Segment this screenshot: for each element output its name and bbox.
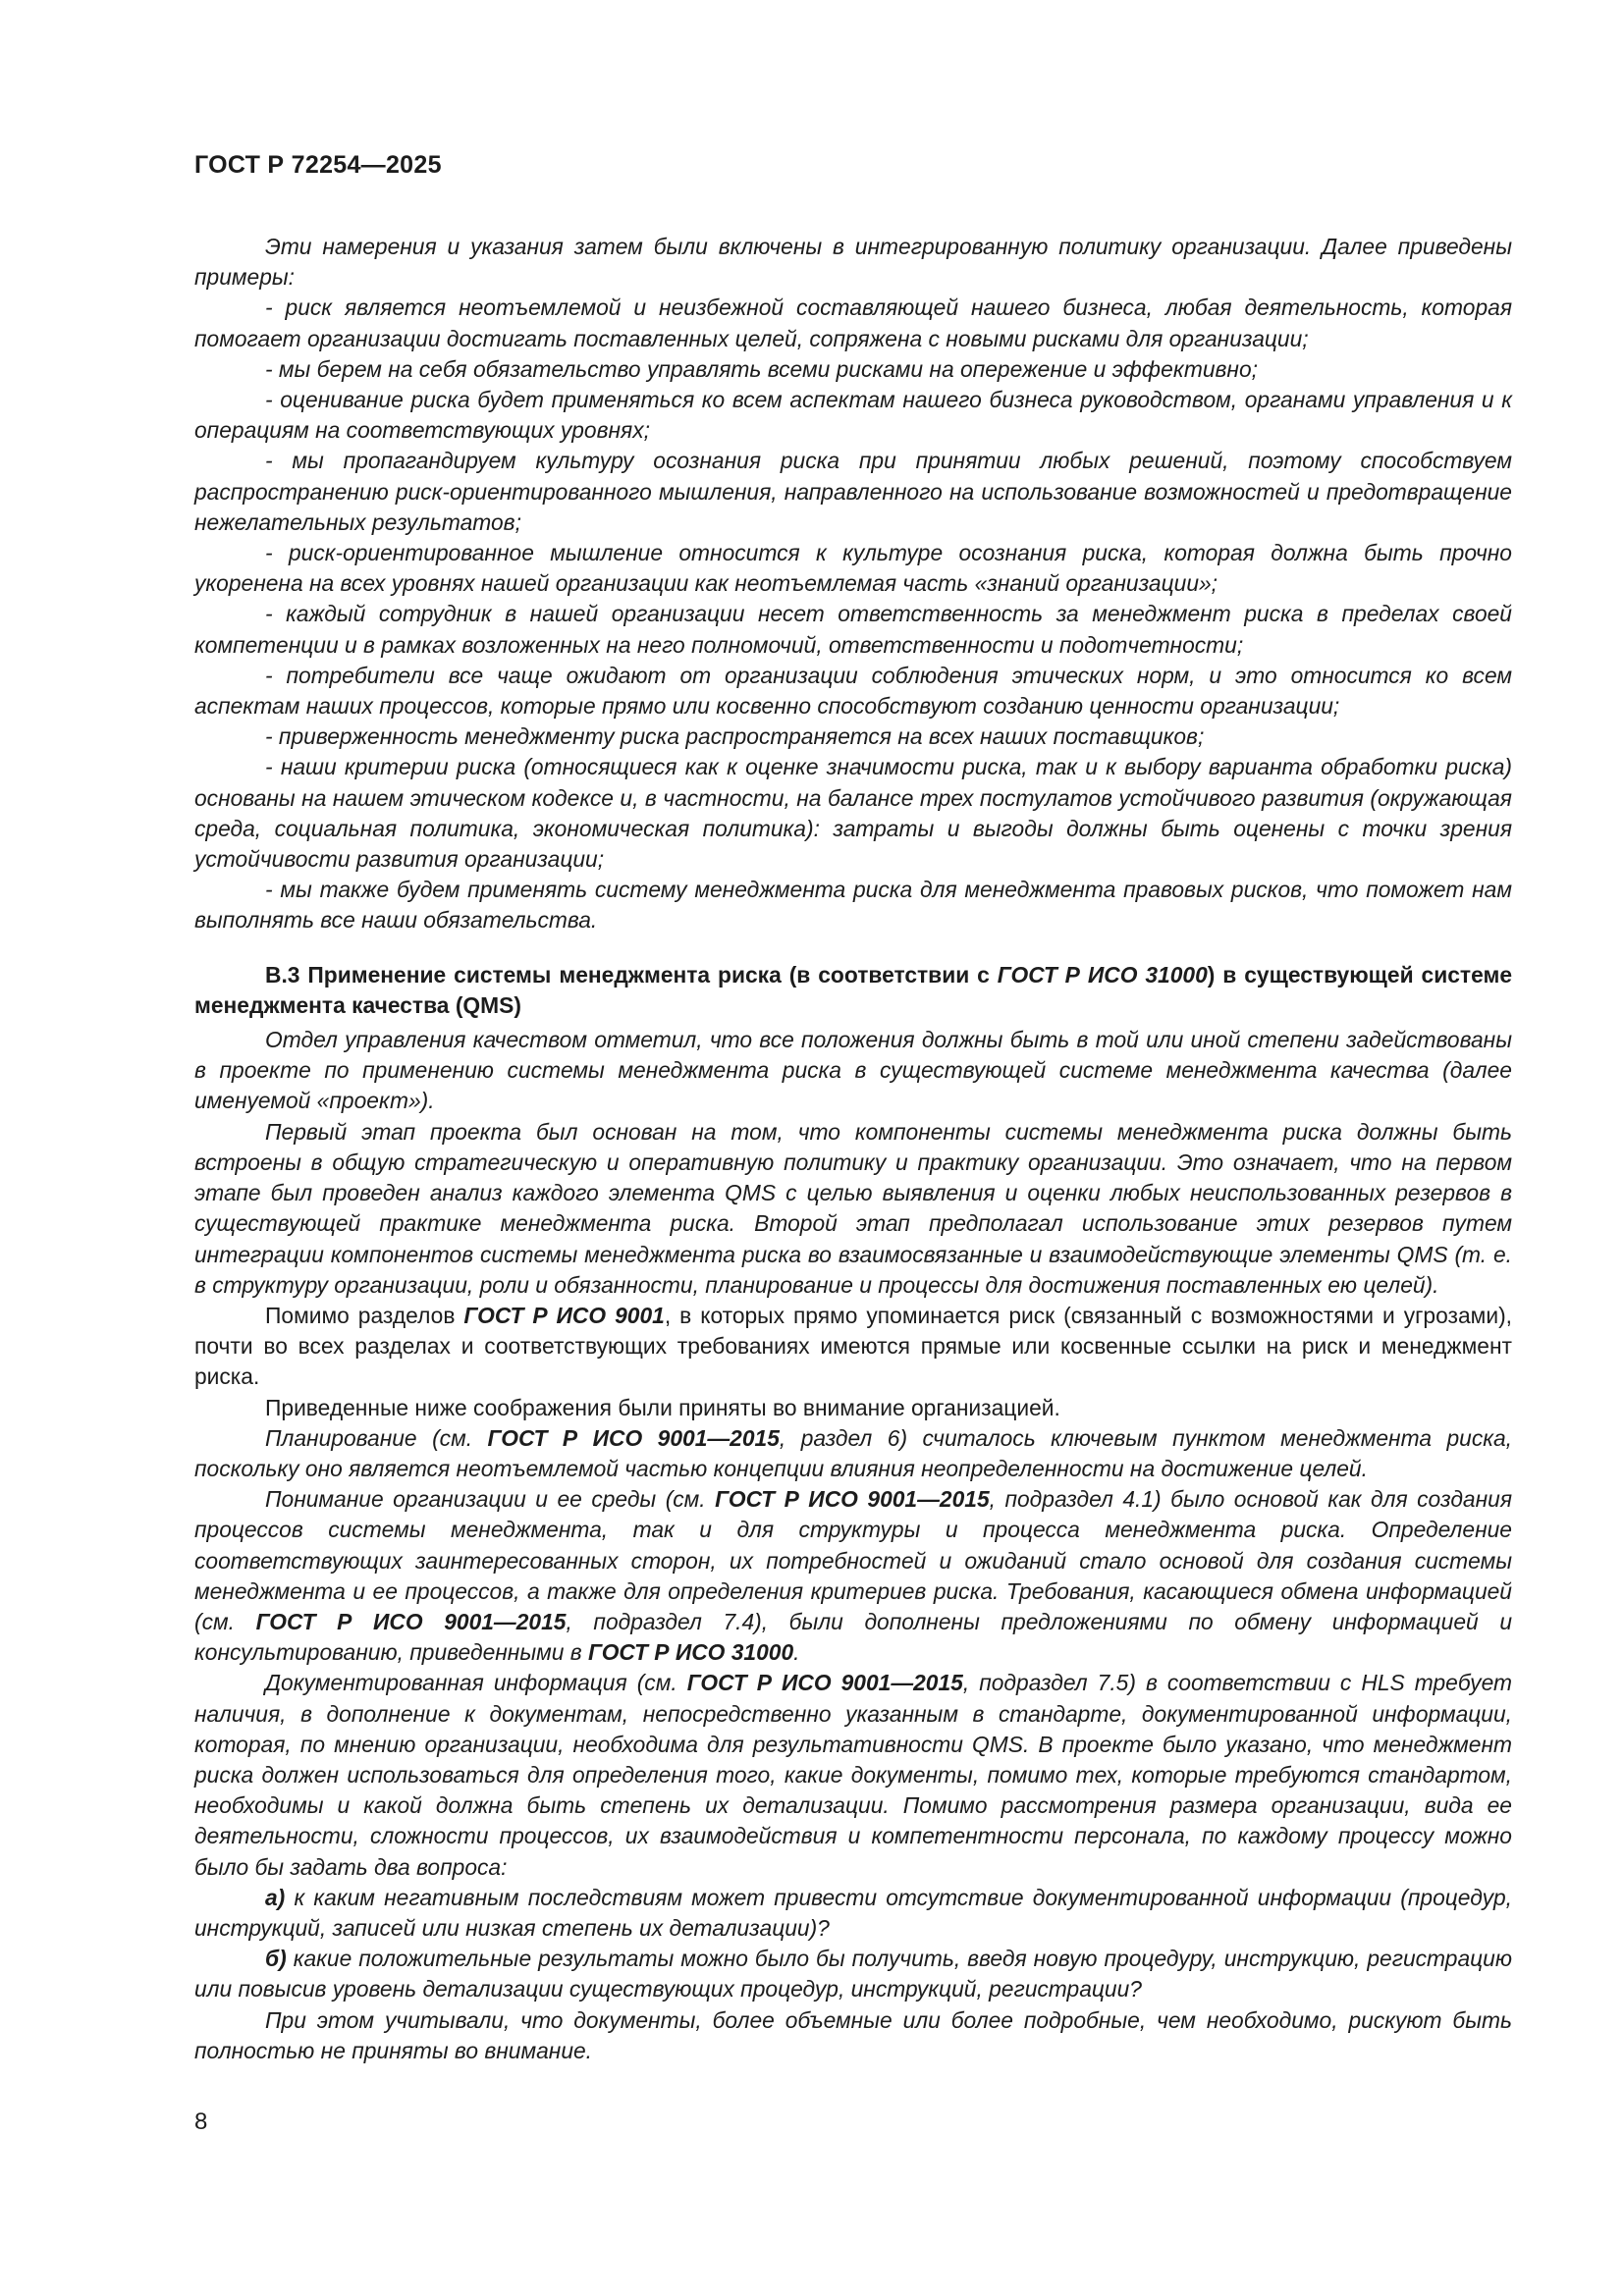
list-label: а) [265, 1884, 286, 1910]
paragraph: Отдел управления качеством отметил, что все положения должны быть в той или иной степени задействованы в проекте по применению системы менеджмента риска в существующей системе менеджмента качества (далее именуемой «проект»). [194, 1027, 1512, 1114]
standard-reference: ГОСТ Р ИСО 9001—2015 [487, 1424, 780, 1451]
list-item: - мы берем на себя обязательство управлять всеми рисками на опережение и эффективно; [265, 355, 1258, 382]
standard-reference: ГОСТ Р ИСО 9001 [463, 1302, 665, 1328]
list-item: - каждый сотрудник в нашей организации несет ответственность за менеджмент риска в пределах своей компетенции и в рамках возложенных на него полномочий, ответственности и подотчетности; [194, 601, 1512, 658]
standard-reference: ГОСТ Р ИСО 31000 [997, 961, 1208, 988]
paragraph: Приведенные ниже соображения были приняты во внимание организацией. [265, 1394, 1060, 1420]
section-heading-text: ) в существующей системе менеджмента качества (QMS) [194, 961, 1512, 1018]
text-run: какие положительные результаты можно было бы получить, введя новую процедуру, инструкцию, регистрацию или повысив уровень детализации существующих процедур, инструкций, регистрации? [194, 1946, 1512, 2002]
list-item: - наши критерии риска (относящиеся как к оценке значимости риска, так и к выбору варианта обработки риска) основаны на нашем этическом кодексе и, в частности, на балансе трех постулатов устойчивого развития (окружающая среда, социальная политика, экономическая политика): затраты и выгоды должны быть оценены с точки зрения устойчивости развития организации; [194, 754, 1512, 873]
page-number: 8 [194, 2109, 208, 2135]
paragraph [194, 1484, 1512, 1668]
list-item: - оценивание риска будет применяться ко всем аспектам нашего бизнеса руководством, органами управления и к операциям на соответствующих уровнях; [194, 387, 1512, 444]
list-item: - риск-ориентированное мышление относится к культуре осознания риска, которая должна быть прочно укоренена на всех уровнях нашей организации как неотъемлемая часть «знаний организации»; [194, 540, 1512, 597]
text-run: Планирование (см. [265, 1424, 488, 1451]
paragraph: Эти намерения и указания затем были включены в интегрированную политику организации. Далее приведены примеры: [194, 234, 1512, 291]
text-run: Документированная информация (см. [265, 1670, 687, 1696]
text-run: , подраздел 4.1) было основой как для создания процессов системы менеджмента, так и для структуры и процесса менеджмента риска. Определение соответствующих заинтересованных сторон, их потребностей и ожиданий стало основой для создания системы менеджмента и ее процессов, а также для определения критериев риска. Требования, касающиеся обмена информацией (см. [194, 1486, 1513, 1634]
paragraph [194, 1301, 1512, 1393]
paragraph: Первый этап проекта был основан на том, что компоненты системы менеджмента риска должны быть встроены в общую стратегическую и оперативную политику и практику организации. Это означает, что на первом этапе был проведен анализ каждого элемента QMS с целью выявления и оценки любых неиспользованных резервов в существующей практике менеджмента риска. Второй этап предполагал использование этих резервов путем интеграции компонентов системы менеджмента риска во взаимосвязанные и взаимодействующие элементы QMS (т. е. в структуру организации, роли и обязанности, планирование и процессы для достижения поставленных ею целей). [194, 1118, 1512, 1298]
list-label: б) [265, 1946, 287, 1972]
text-run: , в которых прямо упоминается риск (связанный с возможностями и угрозами), почти во всех разделах и соответствующих требованиях имеются прямые или косвенные ссылки на риск и менеджмент риска. [194, 1302, 1512, 1390]
section-heading [194, 960, 1512, 1021]
paragraph [194, 1668, 1512, 1882]
list-item: - мы пропагандируем культуру осознания риска при принятии любых решений, поэтому способствуем распространению риск-ориентированного мышления, направленного на использование возможностей и предотвращение нежелательных результатов; [194, 448, 1512, 535]
text-run: , раздел 6) считалось ключевым пунктом менеджмента риска, поскольку оно является неотъемлемой частью концепции влияния неопределенности на достижение целей. [194, 1424, 1513, 1481]
text-run: Понимание организации и ее среды (см. [265, 1486, 716, 1513]
document-header: ГОСТ Р 72254—2025 [194, 151, 442, 179]
standard-reference: ГОСТ Р ИСО 31000 [588, 1639, 794, 1666]
standard-reference: ГОСТ Р ИСО 9001—2015 [686, 1670, 963, 1696]
document-body [194, 232, 1512, 2066]
paragraph [194, 1423, 1512, 1484]
text-run: , подраздел 7.5) в соответствии с HLS требует наличия, в дополнение к документам, непосредственно указанным в стандарте, документированной информации, которая, по мнению организации, необходима для результативности QMS. В проекте было указано, что менеджмент риска должен использоваться для определения того, какие документы, помимо тех, которые требуются стандартом, необходимы и какой должна быть степень их детализации. Помимо рассмотрения размера организации, вида ее деятельности, сложности процессов, их взаимодействия и компетентности персонала, по каждому процессу можно было бы задать два вопроса: [194, 1670, 1512, 1880]
list-item [194, 1944, 1512, 2004]
text-run: Помимо разделов [265, 1302, 464, 1328]
standard-reference: ГОСТ Р ИСО 9001—2015 [255, 1608, 567, 1634]
list-item: - потребители все чаще ожидают от организации соблюдения этических норм, и это относится ко всем аспектам наших процессов, которые прямо или косвенно способствуют созданию ценности организации; [194, 662, 1512, 720]
list-item [194, 1883, 1512, 1944]
text-run: . [793, 1639, 800, 1666]
paragraph: При этом учитывали, что документы, более объемные или более подробные, чем необходимо, рискуют быть полностью не приняты во внимание. [194, 2006, 1512, 2063]
list-item: - мы также будем применять систему менеджмента риска для менеджмента правовых рисков, что поможет нам выполнять все наши обязательства. [194, 877, 1512, 934]
standard-reference: ГОСТ Р ИСО 9001—2015 [715, 1486, 990, 1513]
section-heading-text: В.3 Применение системы менеджмента риска (в соответствии с [265, 961, 998, 988]
text-run: , подраздел 7.4), были дополнены предложениями по обмену информацией и консультированию, приведенными в [194, 1608, 1513, 1666]
list-item: - риск является неотъемлемой и неизбежной составляющей нашего бизнеса, любая деятельность, которая помогает организации достигать поставленных целей, сопряжена с новыми рисками для организации; [194, 294, 1512, 351]
list-item: - приверженность менеджменту риска распространяется на всех наших поставщиков; [265, 723, 1205, 750]
text-run: к каким негативным последствиям может привести отсутствие документированной информации (процедур, инструкций, записей или низкая степень их детализации)? [194, 1884, 1512, 1941]
